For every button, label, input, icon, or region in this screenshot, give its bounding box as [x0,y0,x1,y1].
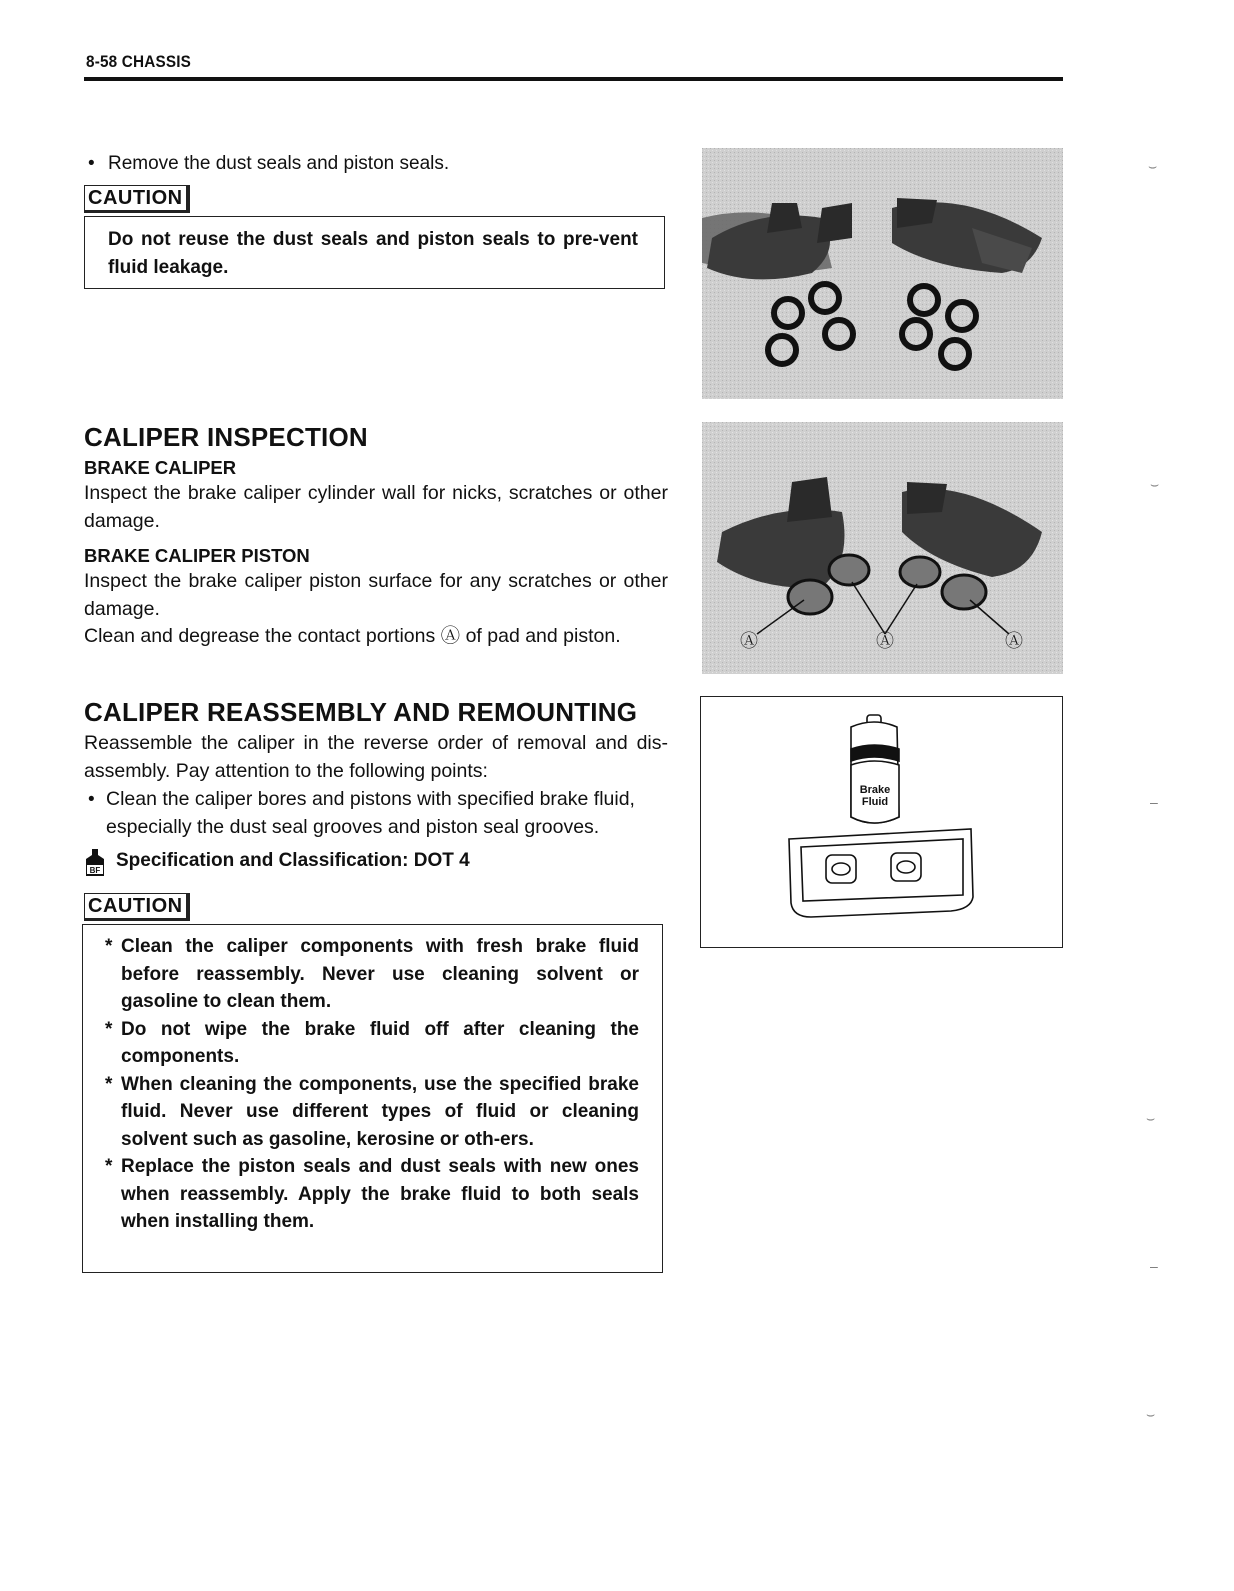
bullet-dot: • [88,153,95,174]
reassembly-intro: Reassemble the caliper in the reverse order of removal and dis-assembly. Pay attention to the following points: [84,732,668,782]
brake-caliper-text: Inspect the brake caliper cylinder wall for nicks, scratches or other damage. [84,482,668,532]
photo-calipers-seals-illustration [702,148,1063,399]
photo-calipers-seals [702,148,1063,399]
spec-line [84,847,684,879]
caution-label-2: CAUTION [84,893,190,921]
reassembly-title: CALIPER REASSEMBLY AND REMOUNTING [84,697,638,727]
can-label-line1: Brake [859,784,891,796]
brake-caliper-piston-subheading: BRAKE CALIPER PISTON [84,545,310,566]
margin-mark: ⌣ [1150,476,1160,492]
reassembly-bullet [88,786,668,841]
inspection-title: CALIPER INSPECTION [84,422,368,452]
margin-mark: – [1150,1258,1158,1274]
photo-label-a: Ⓐ [876,631,894,651]
caution-label: CAUTION [84,185,190,213]
brake-caliper-subheading: BRAKE CALIPER [84,457,237,478]
brake-fluid-illustration [701,697,1061,946]
bullet-dot: • [88,789,95,810]
caution-item: * When cleaning the components, use the specified brake fluid. Never use different types of fluid or cleaning solvent such as gasoline, kerosine or oth-ers. [105,1073,639,1150]
photo-label-a: Ⓐ [1005,631,1023,651]
figure-brake-fluid [700,696,1063,948]
header-rule [84,77,1063,81]
margin-mark: ⌣ [1146,1110,1156,1126]
margin-mark: – [1150,794,1158,810]
photo-label-a: Ⓐ [740,631,758,651]
caution-item: * Clean the caliper components with fresh brake fluid before reassembly. Never use cleaning solvent or gasoline to clean them. [105,936,639,1012]
caution-box [84,216,665,289]
caution-item: * Do not wipe the brake fluid off after cleaning the components. [105,1018,639,1067]
caution-text: Do not reuse the dust seals and piston seals to pre-vent fluid leakage. [108,229,638,278]
brake-caliper-piston-text: Inspect the brake caliper piston surface for any scratches or other damage. [84,570,668,620]
bf-icon-text: BF [89,866,101,875]
can-label-line2: Fluid [861,796,889,808]
brake-fluid-icon [84,847,106,877]
removal-bullet [88,150,668,177]
margin-mark: ⌣ [1148,158,1158,174]
caution-box-2 [82,924,663,1273]
page-header: 8-58 CHASSIS [86,52,192,71]
photo-calipers-pistons-illustration [702,422,1063,674]
photo-calipers-pistons [702,422,1063,674]
removal-bullet-text: Remove the dust seals and piston seals. [108,153,450,174]
reassembly-bullet-text: Clean the caliper bores and pistons with specified brake fluid, especially the dust seal grooves and piston seal grooves. [106,788,635,838]
caution-item: * Replace the piston seals and dust seals with new ones when reassembly. Apply the brake fluid to both seals when installing them. [105,1156,639,1232]
degrease-text: Clean and degrease the contact portions Ⓐ of pad and piston. [84,625,621,647]
caution-list [105,933,639,1236]
margin-mark: ⌣ [1146,1406,1156,1422]
spec-text: Specification and Classification: DOT 4 [116,850,470,871]
